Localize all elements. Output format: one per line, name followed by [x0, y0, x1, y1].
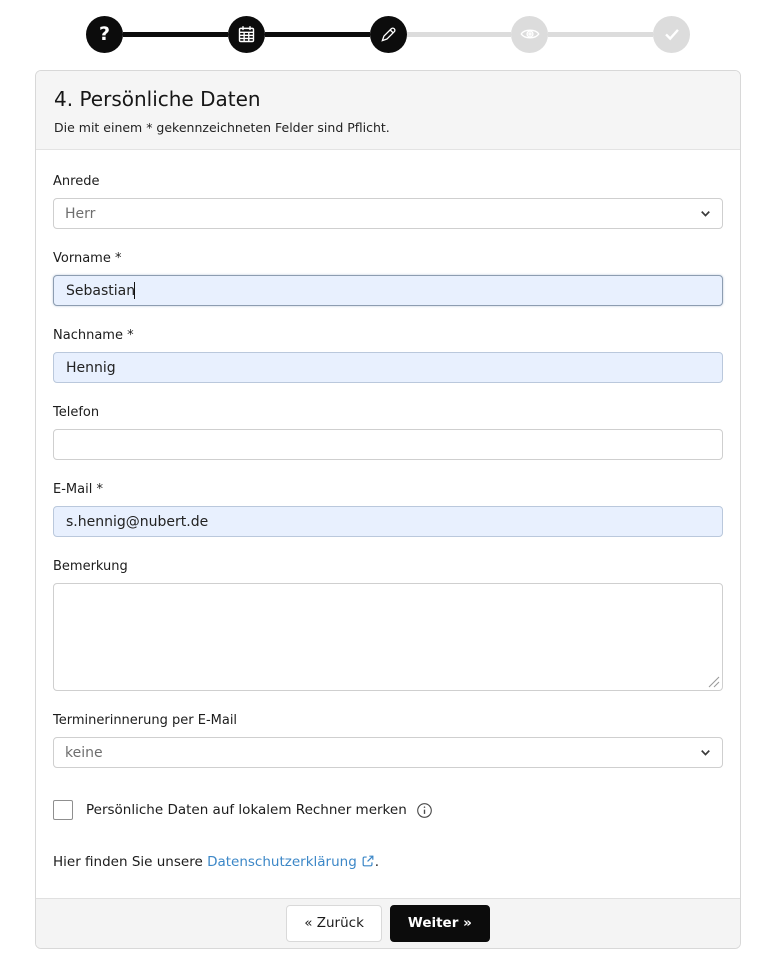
erinnerung-select-wrap [53, 737, 723, 768]
check-icon [661, 23, 683, 45]
privacy-suffix: . [374, 854, 380, 870]
step-fertig [653, 16, 690, 53]
calendar-icon [236, 24, 257, 45]
remember-data-label: Persönliche Daten auf lokalem Rechner merken [86, 802, 407, 818]
step-connector [265, 32, 370, 37]
text-caret [134, 282, 135, 299]
privacy-note [53, 854, 723, 870]
eye-icon [519, 23, 541, 45]
email-group [53, 482, 723, 537]
resize-grip-icon[interactable] [708, 676, 720, 688]
back-button[interactable]: « Zurück [286, 905, 382, 943]
step-termin[interactable] [228, 16, 265, 53]
required-hint: Die mit einem * gekennzeichneten Felder sind Pflicht. [54, 120, 390, 135]
wizard-footer [36, 898, 740, 948]
info-icon[interactable] [416, 802, 433, 819]
email-input[interactable] [53, 506, 723, 537]
nachname-label: Nachname * [53, 328, 134, 343]
pencil-icon [378, 24, 399, 45]
bemerkung-textarea-wrap [53, 583, 723, 691]
privacy-link[interactable]: Datenschutzerklärung [207, 854, 357, 870]
telefon-input[interactable] [53, 429, 723, 460]
next-button[interactable]: Weiter » [390, 905, 490, 943]
email-label: E-Mail * [53, 482, 103, 497]
vorname-input[interactable] [53, 275, 723, 306]
remember-data-checkbox[interactable] [53, 800, 73, 820]
erinnerung-group [53, 713, 723, 768]
step-info[interactable] [86, 16, 123, 53]
step-pruefen [511, 16, 548, 53]
nachname-group [53, 328, 723, 383]
step-daten-active[interactable] [370, 16, 407, 53]
personal-data-card [35, 70, 741, 949]
bemerkung-textarea[interactable] [53, 583, 723, 691]
telefon-group [53, 405, 723, 460]
vorname-group [53, 251, 723, 306]
form-body [36, 150, 740, 898]
privacy-prefix: Hier finden Sie unsere [53, 854, 208, 870]
vorname-input-wrap [53, 275, 723, 306]
step-connector [548, 32, 653, 37]
step-connector [407, 32, 512, 37]
bemerkung-label: Bemerkung [53, 559, 128, 574]
telefon-label: Telefon [53, 405, 100, 420]
card-header [36, 71, 740, 150]
step-connector [123, 32, 228, 37]
page-title: 4. Persönliche Daten [54, 87, 261, 111]
progress-stepper [35, 15, 741, 53]
anrede-select[interactable] [53, 198, 723, 229]
external-link-icon [361, 854, 375, 868]
question-icon: ? [98, 22, 111, 45]
erinnerung-label: Terminerinnerung per E-Mail [53, 713, 238, 728]
anrede-group [53, 174, 723, 229]
vorname-label: Vorname * [53, 251, 122, 266]
nachname-input[interactable] [53, 352, 723, 383]
anrede-label: Anrede [53, 174, 100, 189]
bemerkung-group [53, 559, 723, 691]
anrede-select-wrap [53, 198, 723, 229]
remember-data-row [53, 800, 723, 820]
erinnerung-select[interactable] [53, 737, 723, 768]
